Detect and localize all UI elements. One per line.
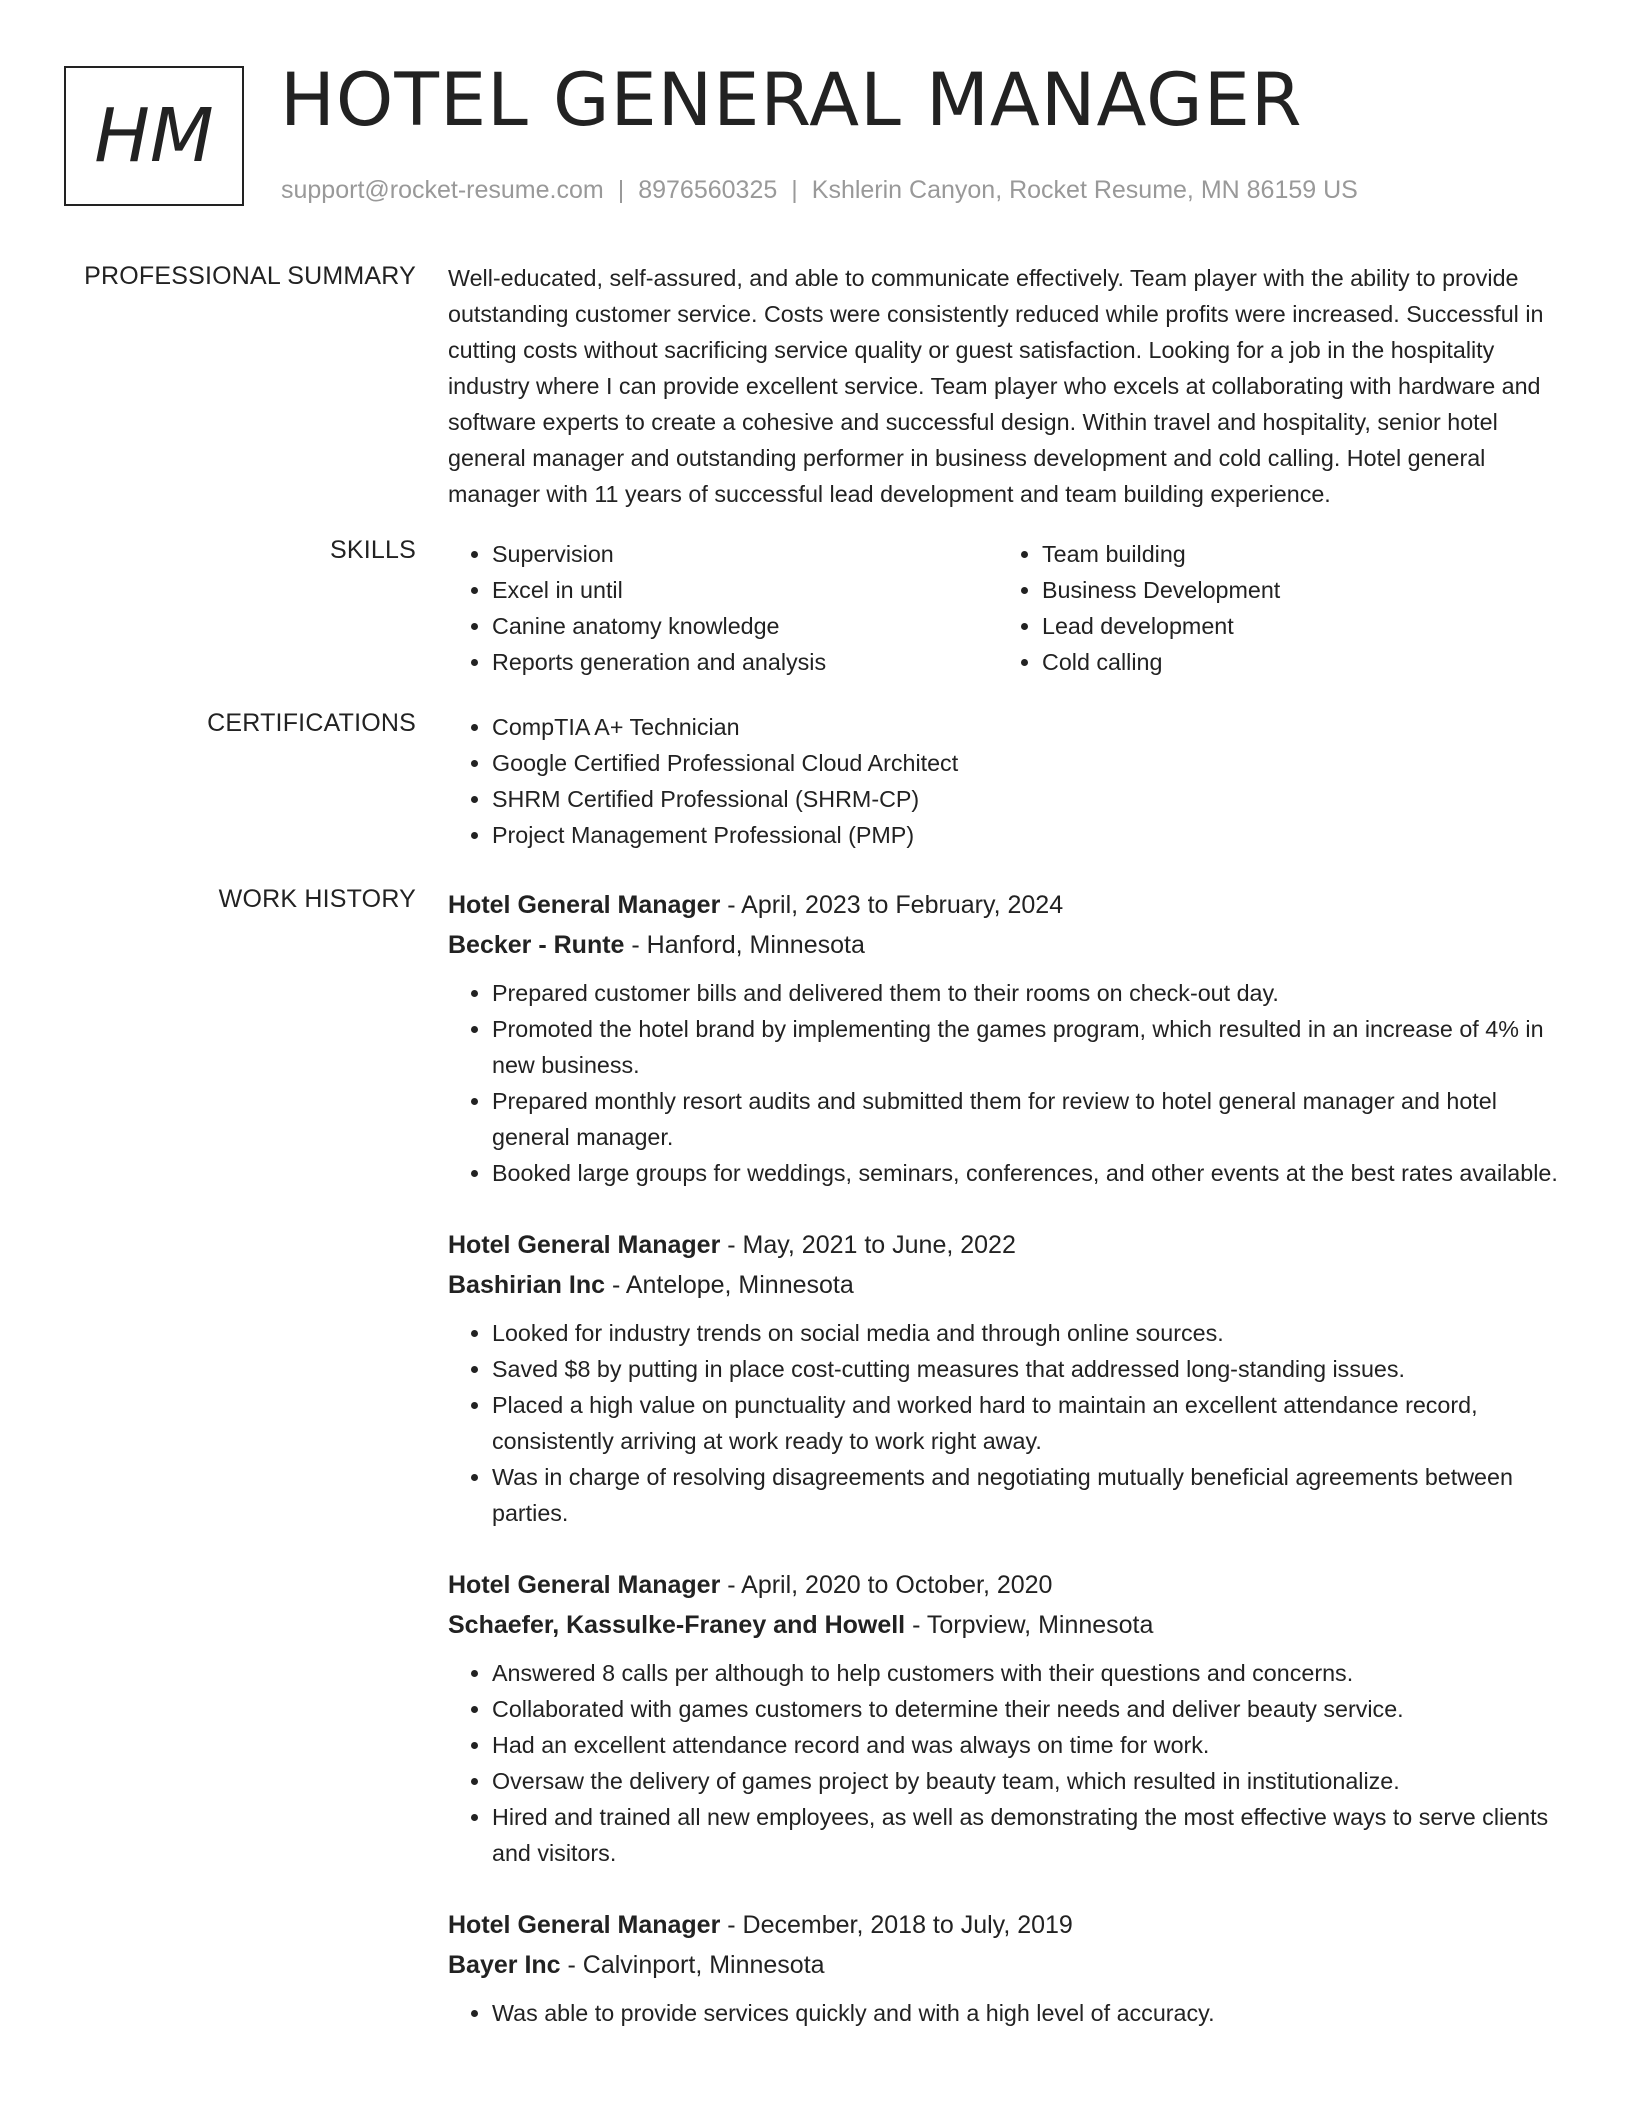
- job-dates: - April, 2020 to October, 2020: [720, 1571, 1053, 1599]
- job-dates: - May, 2021 to June, 2022: [720, 1231, 1016, 1259]
- certifications-heading: CERTIFICATIONS: [207, 709, 416, 737]
- job-location: - Hanford, Minnesota: [624, 931, 865, 959]
- job-bullets: [448, 1995, 1576, 2031]
- summary-section: [0, 260, 1632, 512]
- contact-separator: |: [617, 176, 625, 204]
- contact-address: Kshlerin Canyon, Rocket Resume, MN 86159 US: [811, 176, 1358, 204]
- job-bullet: • Answered 8 calls per although to help customers with their questions and concerns.: [492, 1655, 1576, 1691]
- skill-item: • Team building: [1042, 536, 1548, 572]
- job-company-line: [448, 1265, 1576, 1305]
- certification-item: • CompTIA A+ Technician: [492, 709, 1576, 745]
- job-company: Bayer Inc: [448, 1951, 561, 1979]
- resume-content: [0, 260, 1632, 2065]
- job-bullet: • Prepared monthly resort audits and submitted them for review to hotel general manager and hotel general manager.: [492, 1083, 1576, 1155]
- certifications-section: [0, 709, 1632, 853]
- skill-item: • Lead development: [1042, 608, 1548, 644]
- skill-item: • Business Development: [1042, 572, 1548, 608]
- job-title-line: [448, 1565, 1576, 1605]
- job-entry: [448, 885, 1576, 1191]
- contact-separator: |: [791, 176, 798, 204]
- job-title: Hotel General Manager: [448, 1231, 721, 1259]
- certification-item: • Google Certified Professional Cloud Architect: [492, 745, 1576, 781]
- certification-item: • Project Management Professional (PMP): [492, 817, 1576, 853]
- job-bullet: • Oversaw the delivery of games project by beauty team, which resulted in institutionalize.: [492, 1763, 1576, 1799]
- job-bullet: • Had an excellent attendance record and was always on time for work.: [492, 1727, 1576, 1763]
- contact-line: [281, 176, 1358, 205]
- job-bullet: • Placed a high value on punctuality and worked hard to maintain an excellent attendance record, consistently arriving at work ready to work right away.: [492, 1387, 1576, 1459]
- job-bullets: [448, 1655, 1576, 1871]
- job-bullet: • Saved $8 by putting in place cost-cutting measures that addressed long-standing issues.: [492, 1351, 1576, 1387]
- job-bullet: • Looked for industry trends on social media and through online sources.: [492, 1315, 1576, 1351]
- job-company-line: [448, 925, 1576, 965]
- job-company: Schaefer, Kassulke-Franey and Howell: [448, 1611, 906, 1639]
- job-dates: - April, 2023 to February, 2024: [720, 891, 1064, 919]
- work-history-section: [0, 885, 1632, 2065]
- skills-heading: SKILLS: [330, 536, 416, 564]
- job-bullet: • Prepared customer bills and delivered them to their rooms on check-out day.: [492, 975, 1576, 1011]
- job-bullet: • Was in charge of resolving disagreements and negotiating mutually beneficial agreements between parties.: [492, 1459, 1576, 1531]
- job-company-line: [448, 1605, 1576, 1645]
- certifications-list: [448, 709, 1576, 853]
- job-bullets: [448, 975, 1576, 1191]
- skill-item: • Reports generation and analysis: [492, 644, 998, 680]
- job-entry: [448, 1905, 1576, 2031]
- job-company: Bashirian Inc: [448, 1271, 605, 1299]
- job-location: - Torpview, Minnesota: [905, 1611, 1154, 1639]
- job-bullets: [448, 1315, 1576, 1531]
- skill-item: • Canine anatomy knowledge: [492, 608, 998, 644]
- job-bullet: • Promoted the hotel brand by implementing the games program, which resulted in an increase of 4% in new business.: [492, 1011, 1576, 1083]
- job-bullet: • Hired and trained all new employees, as well as demonstrating the most effective ways to serve clients and visitors.: [492, 1799, 1576, 1871]
- job-title-line: [448, 885, 1576, 925]
- contact-phone: 8976560325: [638, 176, 778, 204]
- job-company: Becker - Runte: [448, 931, 625, 959]
- job-dates: - December, 2018 to July, 2019: [720, 1911, 1073, 1939]
- job-bullet: • Collaborated with games customers to determine their needs and deliver beauty service.: [492, 1691, 1576, 1727]
- job-title: Hotel General Manager: [448, 1911, 721, 1939]
- summary-text: Well-educated, self-assured, and able to communicate effectively. Team player with the ability to provide outstanding customer service. Costs were consistently reduced while profits were increased. Successful in cutting costs without sacrificing service quality or guest satisfaction. Looking for a job in the hospitality industry where I can provide excellent service. Team player who excels at collaborating with hardware and software experts to create a cohesive and successful design. Within travel and hospitality, senior hotel general manager and outstanding performer in business development and cold calling. Hotel general manager with 11 years of successful lead development and team building experience.: [448, 265, 1544, 507]
- skill-item: • Supervision: [492, 536, 998, 572]
- skills-section: [0, 536, 1632, 680]
- skill-item: • Cold calling: [1042, 644, 1548, 680]
- skill-item: • Excel in until: [492, 572, 998, 608]
- certification-item: • SHRM Certified Professional (SHRM-CP): [492, 781, 1576, 817]
- job-bullet: • Was able to provide services quickly and with a high level of accuracy.: [492, 1995, 1576, 2031]
- contact-email: support@rocket-resume.com: [281, 176, 604, 204]
- skills-list-col2: [998, 536, 1548, 680]
- job-title-line: [448, 1225, 1576, 1265]
- job-title: Hotel General Manager: [448, 1571, 721, 1599]
- job-title-line: [448, 1905, 1576, 1945]
- resume-title: HOTEL GENERAL MANAGER: [280, 58, 1303, 143]
- job-entry: [448, 1225, 1576, 1531]
- job-location: - Calvinport, Minnesota: [560, 1951, 825, 1979]
- skills-list-col1: [448, 536, 998, 680]
- summary-heading: PROFESSIONAL SUMMARY: [84, 262, 416, 290]
- job-location: - Antelope, Minnesota: [605, 1271, 854, 1299]
- monogram-logo: HM: [64, 66, 244, 206]
- job-title: Hotel General Manager: [448, 891, 721, 919]
- job-bullet: • Booked large groups for weddings, seminars, conferences, and other events at the best rates available.: [492, 1155, 1576, 1191]
- job-company-line: [448, 1945, 1576, 1985]
- job-entry: [448, 1565, 1576, 1871]
- work-history-heading: WORK HISTORY: [218, 885, 416, 913]
